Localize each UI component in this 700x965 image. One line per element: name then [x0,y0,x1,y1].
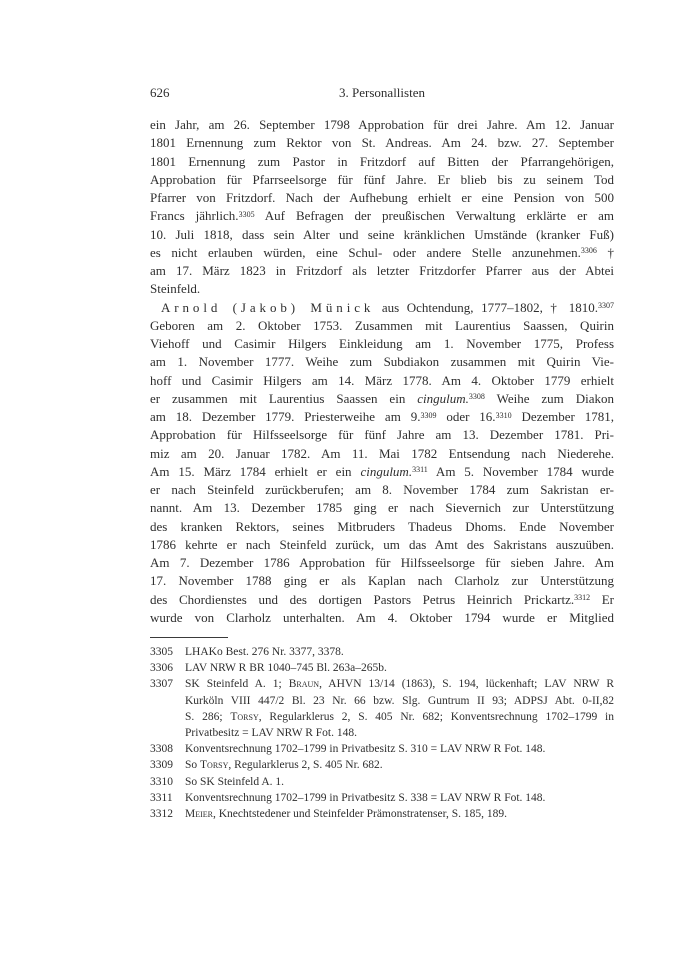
running-title: 3. Personallisten [339,85,425,100]
footnote-reference: 3307 [598,301,614,310]
body-line [150,153,614,171]
text-run: cingulum. [360,463,413,479]
text-run: Kurköln VIII 447/2 Bl. 23 Nr. 66 bzw. Slg. Guntrum II 93; ADPSJ Abt. 0-II,82 [185,694,614,707]
body-line [150,463,614,481]
body-line [150,390,614,408]
text-run: † [596,244,614,260]
text-run: 17. November 1788 ging er als Kaplan nach Clarholz zur Unterstützung [150,573,614,589]
body-line [150,426,614,444]
body-line [150,554,614,572]
text-run: Auf Befragen der preußischen Verwaltung erklärte er am [254,208,614,224]
text-run: des Chordienstes und des dortigen Pastors Petrus Heinrich Prickartz. [150,591,575,607]
body-line [150,226,614,244]
footnote-reference: 3306 [580,246,597,256]
text-run: Approbation für Hilfsseelsorge für fünf Jahre am 13. Dezember 1781. Pri- [150,427,614,443]
body-line [150,445,614,463]
body-line [150,481,614,499]
text-run: , AHVN 13/14 (1863), S. 194, lückenhaft; LAV NRW R [319,678,614,691]
footnote-number: 3306 [150,662,173,675]
text-run: , Knechtstedener und Steinfelder Prämonstratenser, S. 185, 189. [213,807,507,820]
text-run: Viehoff und Casimir Hilgers Einkleidung am 1. November 1775, Profess [150,336,614,351]
footnote-line [150,741,614,757]
body-line [150,609,614,627]
footnote-number [150,693,185,709]
footnote-reference: 3311 [412,465,428,475]
text-run: Geboren am 2. Oktober 1753. Zusammen mit Laurentius Saassen, Quirin [150,317,614,333]
footnote-number: 3312 [150,807,173,820]
text-run: Weihe zum Diakon [484,390,614,406]
footnote-text [185,741,614,757]
text-run: nannt. Am 13. Dezember 1785 ging er nach Sievernich zur Unterstützung [150,500,614,516]
footnote-reference: 3312 [574,593,591,602]
page-number: 626 [150,85,170,100]
footnote-number [150,725,185,741]
footnote-reference: 3309 [420,410,437,420]
footnote-line [150,790,614,806]
body-line [150,408,614,426]
text-run: am 17. März 1823 in Fritzdorf als letzter Fritzdorfer Pfarrer aus der Abtei [150,263,614,278]
footnote-text [185,644,614,660]
footnote-line [150,676,614,692]
text-run: Konventsrechnung 1702–1799 in Privatbesitz S. 310 = LAV NRW R Fot. 148. [185,743,546,756]
body-line [150,207,614,225]
text-run: Am 5. November 1784 wurde [427,463,614,479]
footnote-text [185,676,614,692]
author-name: Braun [288,678,320,691]
text-run: Approbation für Pfarrseelsorge für fünf Jahre. Er blieb bis zu seinem Tod [150,171,614,187]
footnote-rule [150,637,228,638]
body-line [150,116,614,134]
footnote-number: 3305 [150,646,173,658]
footnote-number: 3307 [150,678,173,691]
body-line [150,280,614,298]
text-run: cingulum. [417,390,469,406]
footnote-line [150,774,614,790]
body-line [150,299,614,317]
footnote-text [185,709,614,725]
body-line [150,189,614,207]
body-text [150,116,614,627]
text-run: Am 7. Dezember 1786 Approbation für Hilfsseelsorge für sieben Jahre. Am [150,555,614,570]
footnote-text [185,806,614,822]
footnote-text [185,774,614,790]
footnote-number: 3310 [150,775,173,788]
body-line [150,518,614,536]
text-run: oder 16. [436,409,496,424]
body-line [150,171,614,189]
author-name: Torsy [230,710,259,723]
footnote-text [185,660,614,676]
body-line [150,372,614,390]
text-run: es nicht erlauben würden, eine Schul- oder andere Stelle anzunehmen. [150,244,581,260]
text-run: S. 286; [185,710,231,723]
text-run: Privatbesitz = LAV NRW R Fot. 148. [185,726,357,739]
footnote-line [150,693,614,709]
text-run: So [185,759,201,772]
body-line [150,134,614,152]
text-run: LHAKo Best. 276 Nr. 3377, 3378. [185,646,344,658]
body-line [150,317,614,335]
body-line [150,262,614,280]
text-run: 10. Juli 1818, dass sein Alter und seine kränklichen Umstände (kranker Fuß) [150,226,614,242]
text-run: ein Jahr, am 26. September 1798 Approbation für drei Jahre. Am 12. Januar [150,117,614,132]
footnote-number [150,709,185,725]
text-run: hoff und Casimir Hilgers am 14. März 1778. Am 4. Oktober 1779 erhielt [150,372,614,388]
author-name: Torsy [200,759,229,772]
author-name: Meier [185,807,213,820]
text-run: er zusammen mit Laurentius Saassen ein [150,390,418,406]
text-run: am 1. November 1777. Weihe zum Subdiakon zusammen mit Quirin Vie- [150,354,614,370]
body-line [150,335,614,353]
footnote-number: 3309 [150,759,173,772]
body-line [150,499,614,517]
text-run: SK Steinfeld A. 1; [185,678,289,691]
text-run: Dezember 1781, [511,409,614,424]
text-run: So SK Steinfeld A. 1. [185,775,285,788]
text-run: 1801 Ernennung zum Rektor von St. Andreas. Am 24. bzw. 27. September [150,135,614,151]
footnote-reference: 3305 [238,209,255,219]
text-run: aus Ochtendung, 1777–1802, † 1810. [374,299,598,315]
text-run: er nach Steinfeld zurückberufen; am 8. November 1784 zum Sakristan er- [150,482,614,497]
text-run: , Regularklerus 2, S. 405 Nr. 682. [228,759,383,772]
body-line [150,591,614,609]
footnote-text [185,790,614,806]
footnote-line [150,709,614,725]
footnote-text [185,693,614,709]
footnote-line [150,806,614,822]
text-run: des kranken Rektors, seines Mitbruders Thadeus Dhoms. Ende November [150,518,614,534]
footnote-reference: 3308 [468,392,485,402]
text-run: Konventsrechnung 1702–1799 in Privatbesitz S. 338 = LAV NRW R Fot. 148. [185,791,546,804]
footnote-text [185,725,614,741]
text-run: Steinfeld. [150,281,201,297]
footnote-line [150,660,614,676]
footnote-text [185,757,614,773]
text-run: , Regularklerus 2, S. 405 Nr. 682; Konventsrechnung 1702–1799 in [258,710,614,723]
footnote-line [150,644,614,660]
text-run: Francs jährlich. [150,208,239,224]
footnote-reference: 3310 [495,410,512,420]
text-run: 1801 Ernennung zum Pastor in Fritzdorf auf Bitten der Pfarrangehörigen, [150,153,614,169]
body-line [150,244,614,262]
body-line [150,536,614,554]
text-run: Arnold (Jakob) Münick [161,299,375,315]
footnote-number: 3311 [150,791,173,804]
text-run: miz am 20. Januar 1782. Am 11. Mai 1782 Entsendung nach Niederehe. [150,445,614,461]
text-run: Er [590,591,614,607]
text-run: wurde von Clarholz unterhalten. Am 4. Oktober 1794 wurde er Mitglied [150,609,614,625]
body-line [150,353,614,371]
text-run: 1786 kehrte er nach Steinfeld zurück, um das Amt des Sakristans auszuüben. [150,536,614,552]
text-run: Pfarrer von Fritzdorf. Nach der Aufhebung erhielt er eine Pension von 500 [150,190,614,205]
footnote-line [150,725,614,741]
body-line [150,572,614,590]
text-run: am 18. Dezember 1779. Priesterweihe am 9. [150,409,421,424]
running-header [150,84,614,102]
footnote-number: 3308 [150,743,173,756]
footnote-line [150,757,614,773]
text-run: LAV NRW R BR 1040–745 Bl. 263a–265b. [185,662,387,675]
footnotes [150,644,614,822]
text-run: Am 15. März 1784 erhielt er ein [150,463,361,479]
